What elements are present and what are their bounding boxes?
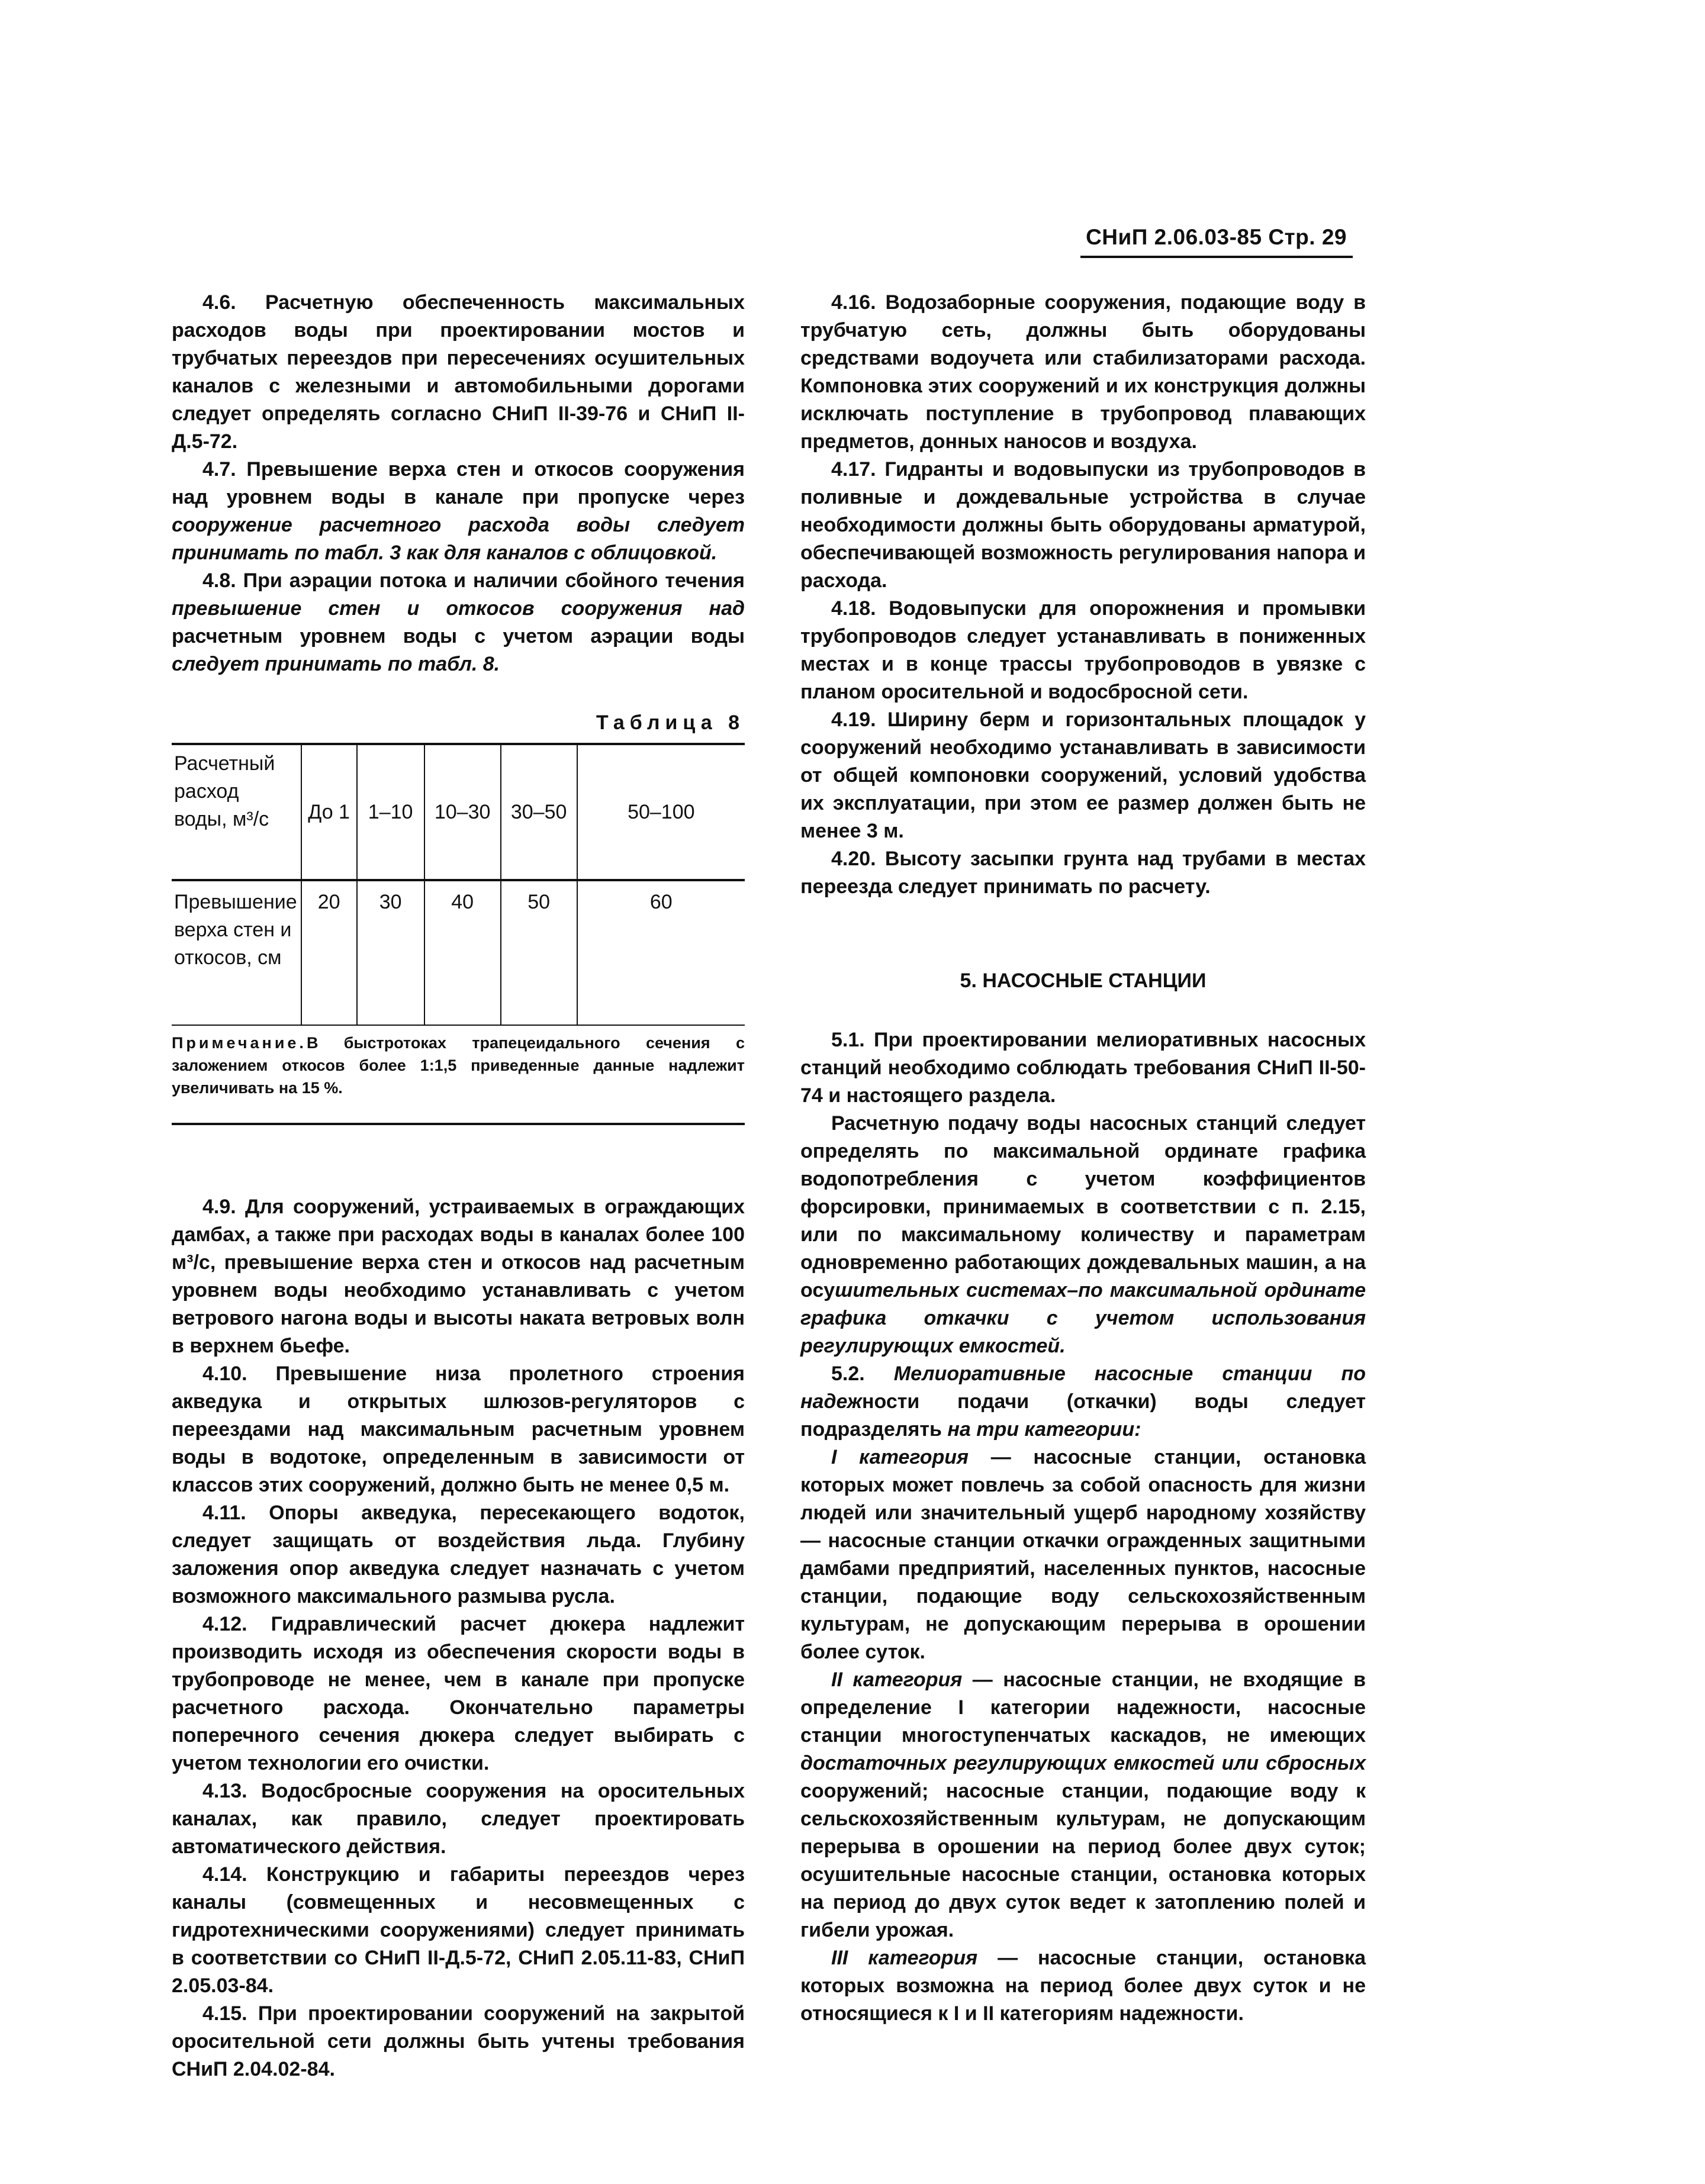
note-text: В быстротоках трапецеидального сечения с заложением откосов более 1:1,5 приведенные данные надлежит увеличивать на 15 %. [172,1034,745,1097]
value-cell: 30 [357,880,424,1025]
category-3 [800,1944,1366,2028]
table-8 [172,743,745,1025]
category-2-italic: достаточных регулирующих емкостей или сбросных [800,1752,1366,1774]
header-rule [1080,256,1353,258]
table-note [172,1025,745,1099]
section-title: 5. НАСОСНЫЕ СТАНЦИИ [960,969,1207,992]
header-cell: До 1 [301,744,357,880]
category-2 [800,1666,1366,1944]
clause-4-13: 4.13. Водосбросные сооружения на оросительных каналах, как правило, следует проектировать автоматического действия. [172,1780,745,1858]
row-label-excess: Превышение верха стен и откосов, см [174,891,297,969]
clause-5-1: 5.1. При проектировании мелиоративных насосных станций необходимо соблюдать требования СНиП II-50-74 и настоящего раздела. [800,1029,1366,1107]
clause-4-20: 4.20. Высоту засыпки грунта над трубами в местах переезда следует принимать по расчету. [800,848,1366,898]
clause-5-2 [800,1360,1366,1444]
clause-4-12: 4.12. Гидравлический расчет дюкера надлежит производить исходя из обеспечения скорости воды в трубопроводе не менее, чем в канале при пропуске расчетного расхода. Окончательно параметры поперечного сечения дюкера следует выбирать с учетом технологии его очистки. [172,1613,745,1774]
clause-4-15: 4.15. При проектировании сооружений на закрытой оросительной сети должны быть учтены требования СНиП 2.04.02-84. [172,2002,745,2080]
category-1-text: — насосные станции, остановка которых может повлечь за собой опасность для жизни людей или значительный ущерб народному хозяйству — насосные станции откачки огражденных защитными дамбами предприятий, населенных пунктов, насосные станции, подающие воду сельскохозяйственным культурам, не допускающим перерыва в орошении более суток. [800,1446,1366,1663]
clause-5-1-flow [800,1110,1366,1360]
row-label-flow: Расчетный расход воды, м³/с [172,744,301,880]
clause-4-9: 4.9. Для сооружений, устраиваемых в ограждающих дамбах, а также при расходах воды в каналах более 100 м³/с, превышение верха стен и откосов над расчетным уровнем воды необходимо устанавливать с учетом ветрового нагона воды и высоты наката ветровых волн в верхнем бьефе. [172,1196,745,1357]
clause-4-8-text-a: 4.8. При аэрации потока и наличии сбойного течения [202,569,745,592]
clause-4-17: 4.17. Гидранты и водовыпуски из трубопроводов в поливные и дождевальные устройства в случае необходимости должны быть оборудованы арматурой, обеспечивающей возможность регулирования напора и расхода. [800,458,1366,592]
header-cell: 10–30 [424,744,501,880]
clause-4-14: 4.14. Конструкцию и габариты переездов через каналы (совмещенных и несовмещенных с гидротехническими сооружениями) следует принимать в соответствии со СНиП II-Д.5-72, СНиП 2.05.11-83, СНиП 2.05.03-84. [172,1863,745,1997]
value-cell: 60 [577,880,745,1025]
clause-4-7 [172,456,745,567]
clause-4-18: 4.18. Водовыпуски для опорожнения и промывки трубопроводов следует устанавливать в пониженных местах и в конце трассы трубопроводов в увязке с планом оросительной и водосбросной сети. [800,597,1366,703]
clause-5-2-italic-b: на три категории: [947,1418,1141,1441]
header-cell: 30–50 [501,744,577,880]
right-column [800,289,1366,2028]
clause-5-1-flow-text: Расчетную подачу воды насосных станций следует определять по максимальной ординате графика водопотребления с учетом коэффициентов форсировки, принимаемых в соответствии с п. 2.15, или по максимальному количеству и параметрам одновременно работающих дождевальных машин, а на осу [800,1112,1366,1302]
clause-5-1-flow-italic: шительных системах–по максимальной ординате графика откачки с учетом использования регулирующих емкостей. [800,1279,1366,1357]
clause-4-7-italic: сооружение расчетного расхода воды следует принимать по табл. 3 как для каналов с облицовкой. [172,514,745,564]
clause-4-8-italic-b: следует принимать по табл. 8. [172,653,500,675]
category-2-text-a: — насосные станции, не входящие в определение I категории надежности, насосные станции многоступенчатых каскадов, не имеющих [800,1668,1366,1747]
note-label: Примечание. [172,1034,307,1052]
clause-4-11: 4.11. Опоры акведука, пересекающего водоток, следует защищать от воздействия льда. Глубину заложения опор акведука следует назначать с учетом возможного максимального размыва русла. [172,1502,745,1608]
category-2-text-b: сооружений; насосные станции, подающие воду к сельскохозяйственным культурам, не допускающим перерыва в орошении на период более двух суток; осушительные насосные станции, остановка которых на период до двух суток ведет к затоплению полей и гибели урожая. [800,1780,1366,1941]
table-row [172,744,745,880]
category-3-text: — насосные станции, остановка которых возможна на период более двух суток и не относящиеся к I и II категориям надежности. [800,1947,1366,2025]
clause-4-8 [172,567,745,678]
clause-5-2-text: ности подачи (откачки) воды следует подразделять [800,1390,1366,1441]
category-1 [800,1444,1366,1666]
category-1-label: I категория [831,1446,969,1468]
clause-5-2-num: 5.2. [831,1362,894,1385]
clause-5-2-italic-a: Мелиоративные насосные станции по надеж [800,1362,1366,1413]
table-row [172,880,745,1025]
clause-4-7-text: 4.7. Превышение верха стен и откосов сооружения над уровнем воды в канале при пропуске через [172,458,745,508]
page-header: СНиП 2.06.03-85 Стр. 29 [1086,225,1347,249]
clause-4-6: 4.6. Расчетную обеспеченность максимальных расходов воды при проектировании мостов и трубчатых переездов при пересечениях осушительных каналов с железными и автомобильными дорогами следует определять согласно СНиП II-39-76 и СНиП II-Д.5-72. [172,291,745,453]
header-cell: 50–100 [577,744,745,880]
clause-4-10: 4.10. Превышение низа пролетного строения акведука и открытых шлюзов-регуляторов с переездами над максимальным расчетным уровнем воды в водотоке, определенным в зависимости от классов этих сооружений, должно быть не менее 0,5 м. [172,1362,745,1496]
clause-4-8-italic-a: превышение стен и откосов сооружения над [172,597,745,620]
category-2-label: II категория [831,1668,963,1691]
clause-4-8-text-b: расчетным уровнем воды с учетом аэрации воды [172,625,745,648]
left-column [172,289,745,2083]
value-cell: 40 [424,880,501,1025]
value-cell: 50 [501,880,577,1025]
clause-4-19: 4.19. Ширину берм и горизонтальных площадок у сооружений необходимо устанавливать в зависимости от общей компоновки сооружений, условий удобства их эксплуатации, при этом ее размер должен быть не менее 3 м. [800,708,1366,842]
table-caption: Таблица 8 [596,711,745,734]
category-3-label: III категория [831,1947,978,1969]
header-cell: 1–10 [357,744,424,880]
value-cell: 20 [301,880,357,1025]
clause-4-16: 4.16. Водозаборные сооружения, подающие воду в трубчатую сеть, должны быть оборудованы средствами водоучета или стабилизаторами расхода. Компоновка этих сооружений и их конструкция должны исключать поступление в трубопровод плавающих предметов, донных наносов и воздуха. [800,291,1366,453]
